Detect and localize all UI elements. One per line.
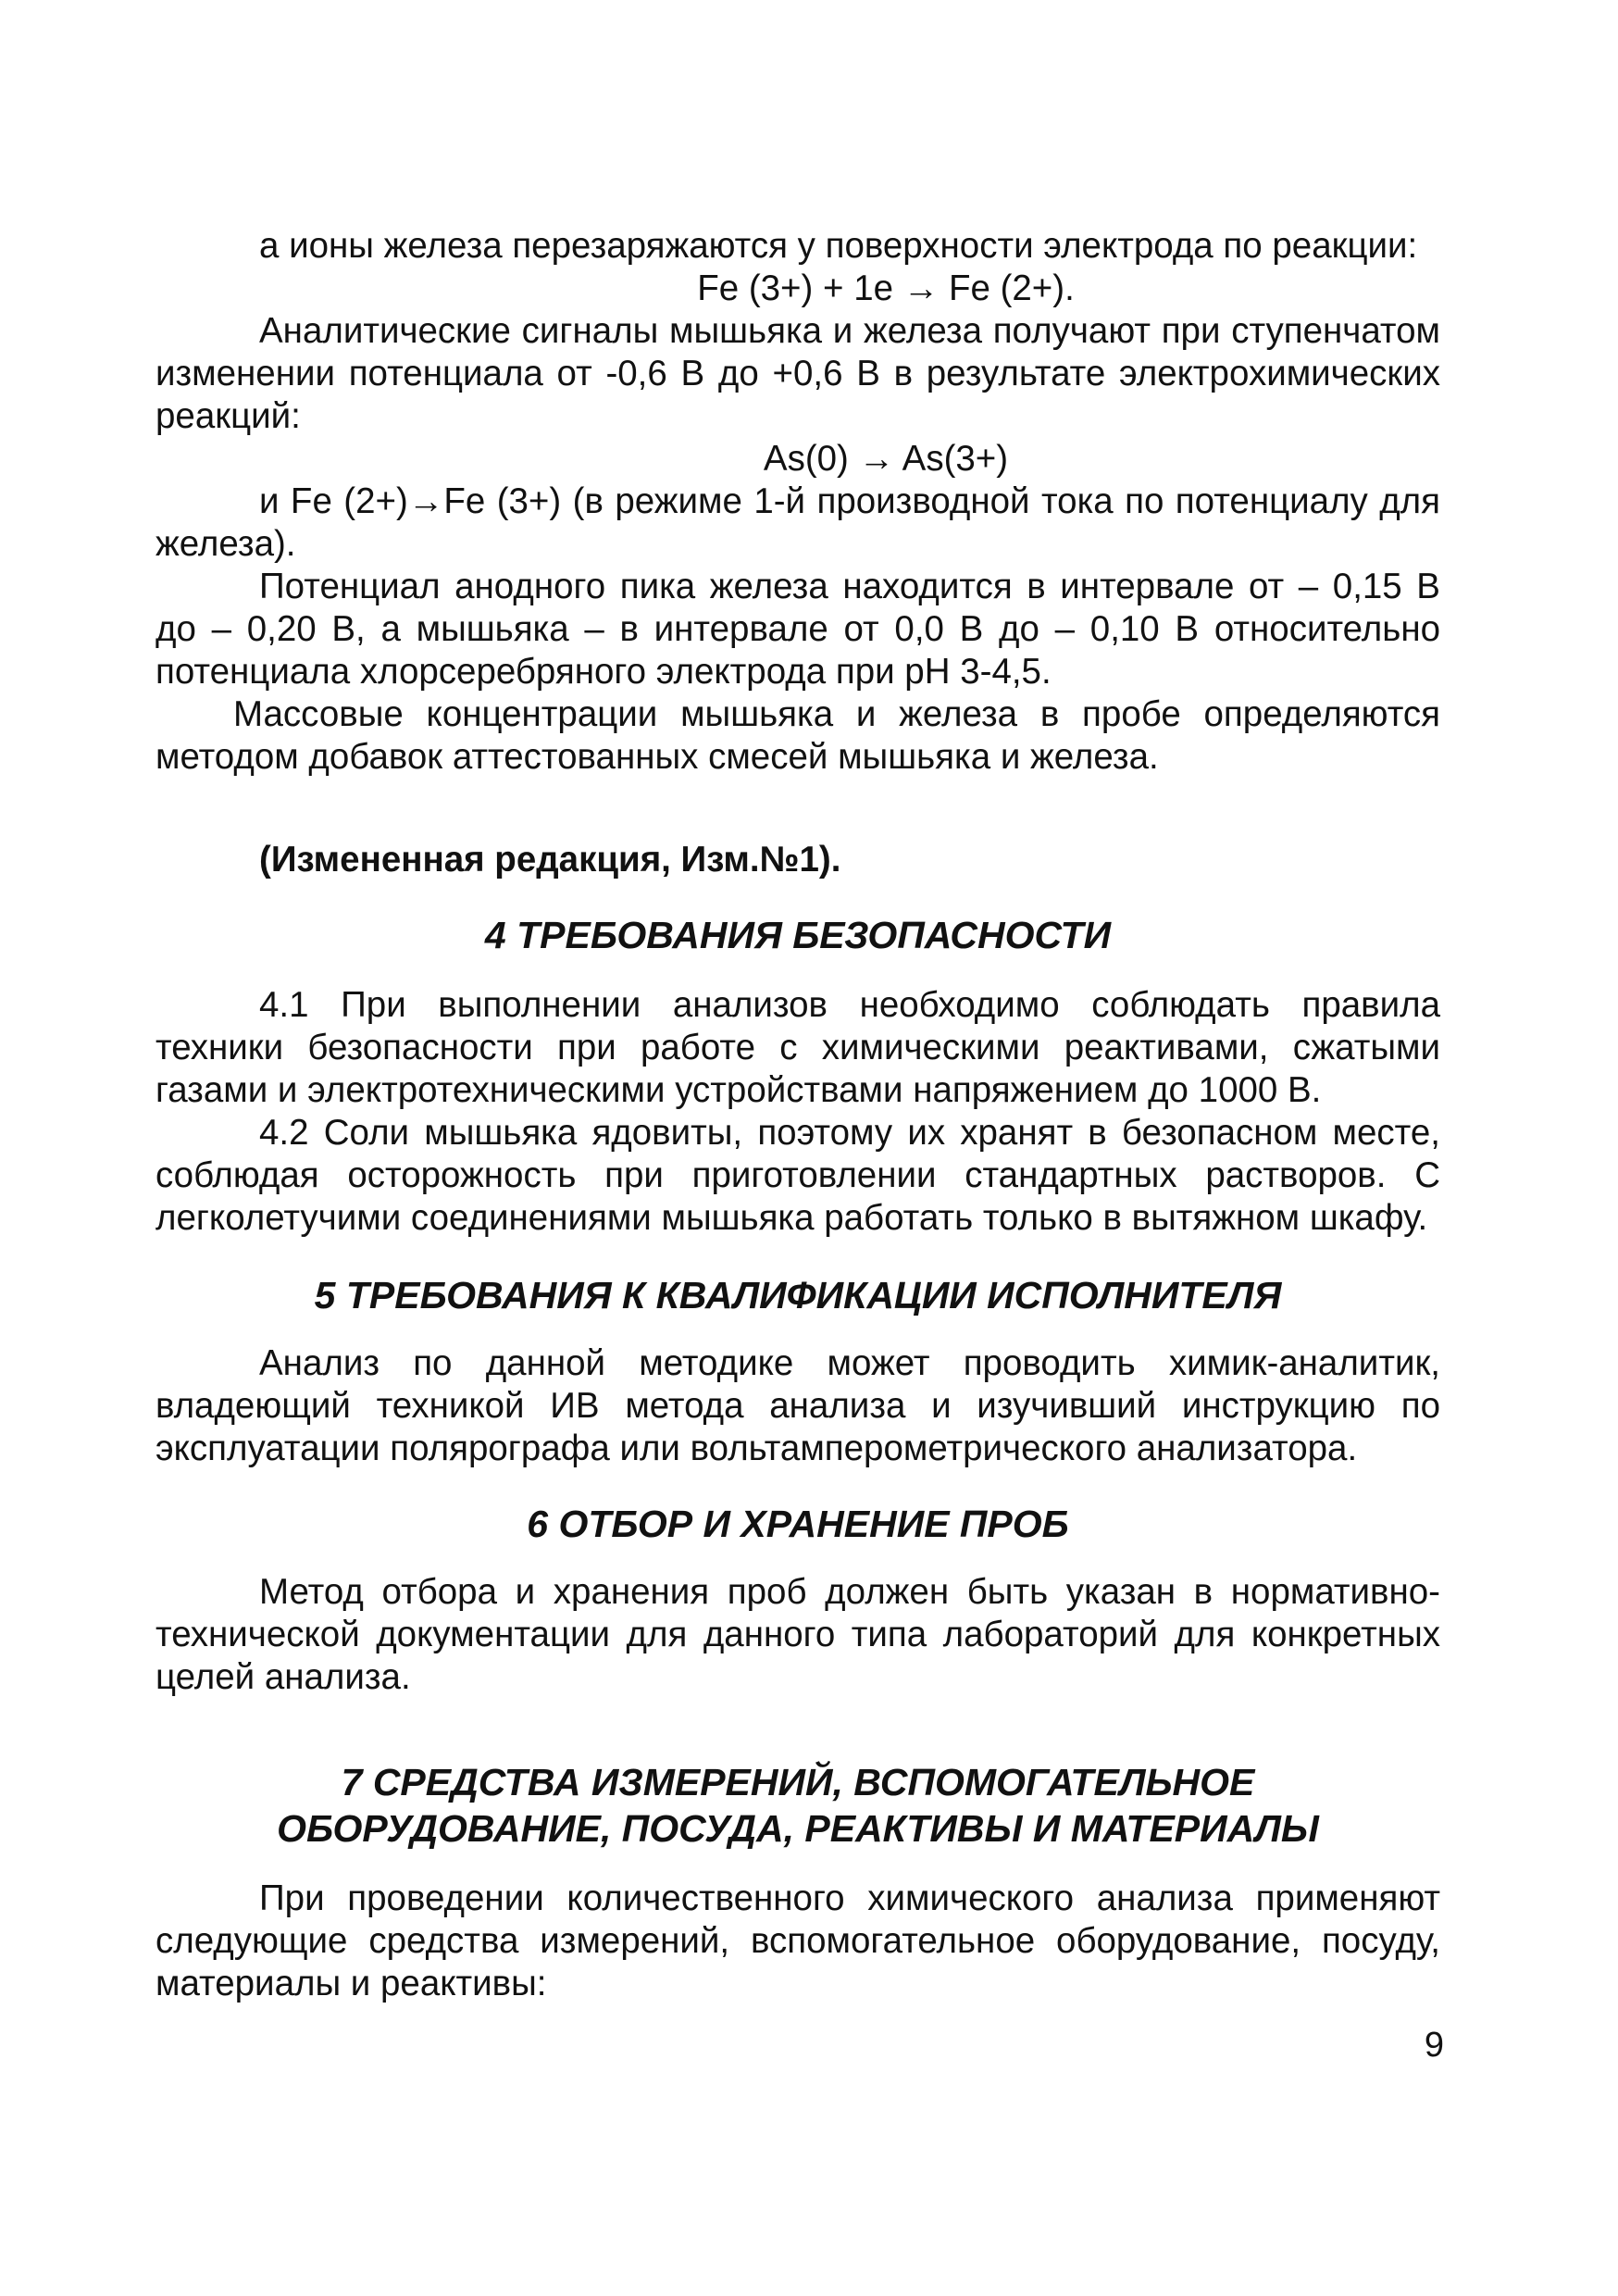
section-7-heading-line-2: ОБОРУДОВАНИЕ, ПОСУДА, РЕАКТИВЫ И МАТЕРИАЛЫ	[277, 1807, 1319, 1850]
section-5-paragraph: Анализ по данной методике может проводить химик-аналитик, владеющий техникой ИВ метода анализа и изучивший инструкцию по эксплуатации полярографа или вольтамперометрического анализатора.	[156, 1343, 1440, 1468]
page-content	[156, 225, 1440, 2005]
section-5-heading: 5 ТРЕБОВАНИЯ К КВАЛИФИКАЦИИ ИСПОЛНИТЕЛЯ	[314, 1274, 1282, 1316]
iron-oxidation-paragraph: и Fe (2+)→Fe (3+) (в режиме 1-й производной тока по потенциалу для железа).	[156, 481, 1440, 564]
section-6-heading: 6 ОТБОР И ХРАНЕНИЕ ПРОБ	[527, 1503, 1069, 1545]
revision-note: (Измененная редакция, Изм.№1).	[259, 840, 841, 880]
section-6-paragraph: Метод отбора и хранения проб должен быть указан в нормативно-технической документации для данного типа лабораторий для конкретных целей анализа.	[156, 1572, 1440, 1697]
anodic-peak-paragraph: Потенциал анодного пика железа находится в интервале от – 0,15 В до – 0,20 В, а мышьяка – в интервале от 0,0 В до – 0,10 В относительно потенциала хлорсеребряного электрода при pH 3-4,5.	[156, 567, 1440, 692]
arsenic-oxidation-formula: As(0) → As(3+)	[763, 439, 1009, 479]
section-7-heading-line-1: 7 СРЕДСТВА ИЗМЕРЕНИЙ, ВСПОМОГАТЕЛЬНОЕ	[341, 1761, 1255, 1803]
analytical-signals-paragraph: Аналитические сигналы мышьяка и железа получают при ступенчатом изменении потенциала от -0,6 В до +0,6 В в результате электрохимических реакций:	[156, 311, 1440, 436]
section-7-heading	[156, 1759, 1440, 1852]
iron-reduction-formula: Fe (3+) + 1e → Fe (2+).	[697, 268, 1075, 308]
section-4-heading: 4 ТРЕБОВАНИЯ БЕЗОПАСНОСТИ	[484, 914, 1112, 956]
section-7-paragraph: При проведении количественного химического анализа применяют следующие средства измерений, вспомогательное оборудование, посуду, материалы и реактивы:	[156, 1878, 1440, 2003]
section-4-1-paragraph: 4.1 При выполнении анализов необходимо соблюдать правила техники безопасности при работе с химическими реактивами, сжатыми газами и электротехническими устройствами напряжением до 1000 В.	[156, 985, 1440, 1110]
page-number: 9	[1424, 2026, 1444, 2065]
mass-concentration-paragraph: Массовые концентрации мышьяка и железа в пробе определяются методом добавок аттестованных смесей мышьяка и железа.	[156, 694, 1440, 777]
section-4-2-paragraph: 4.2 Соли мышьяка ядовиты, поэтому их хранят в безопасном месте, соблюдая осторожность при приготовлении стандартных растворов. С легколетучими соединениями мышьяка работать только в вытяжном шкафу.	[156, 1113, 1440, 1238]
reaction-intro-paragraph: а ионы железа перезаряжаются у поверхности электрода по реакции:	[259, 226, 1418, 266]
